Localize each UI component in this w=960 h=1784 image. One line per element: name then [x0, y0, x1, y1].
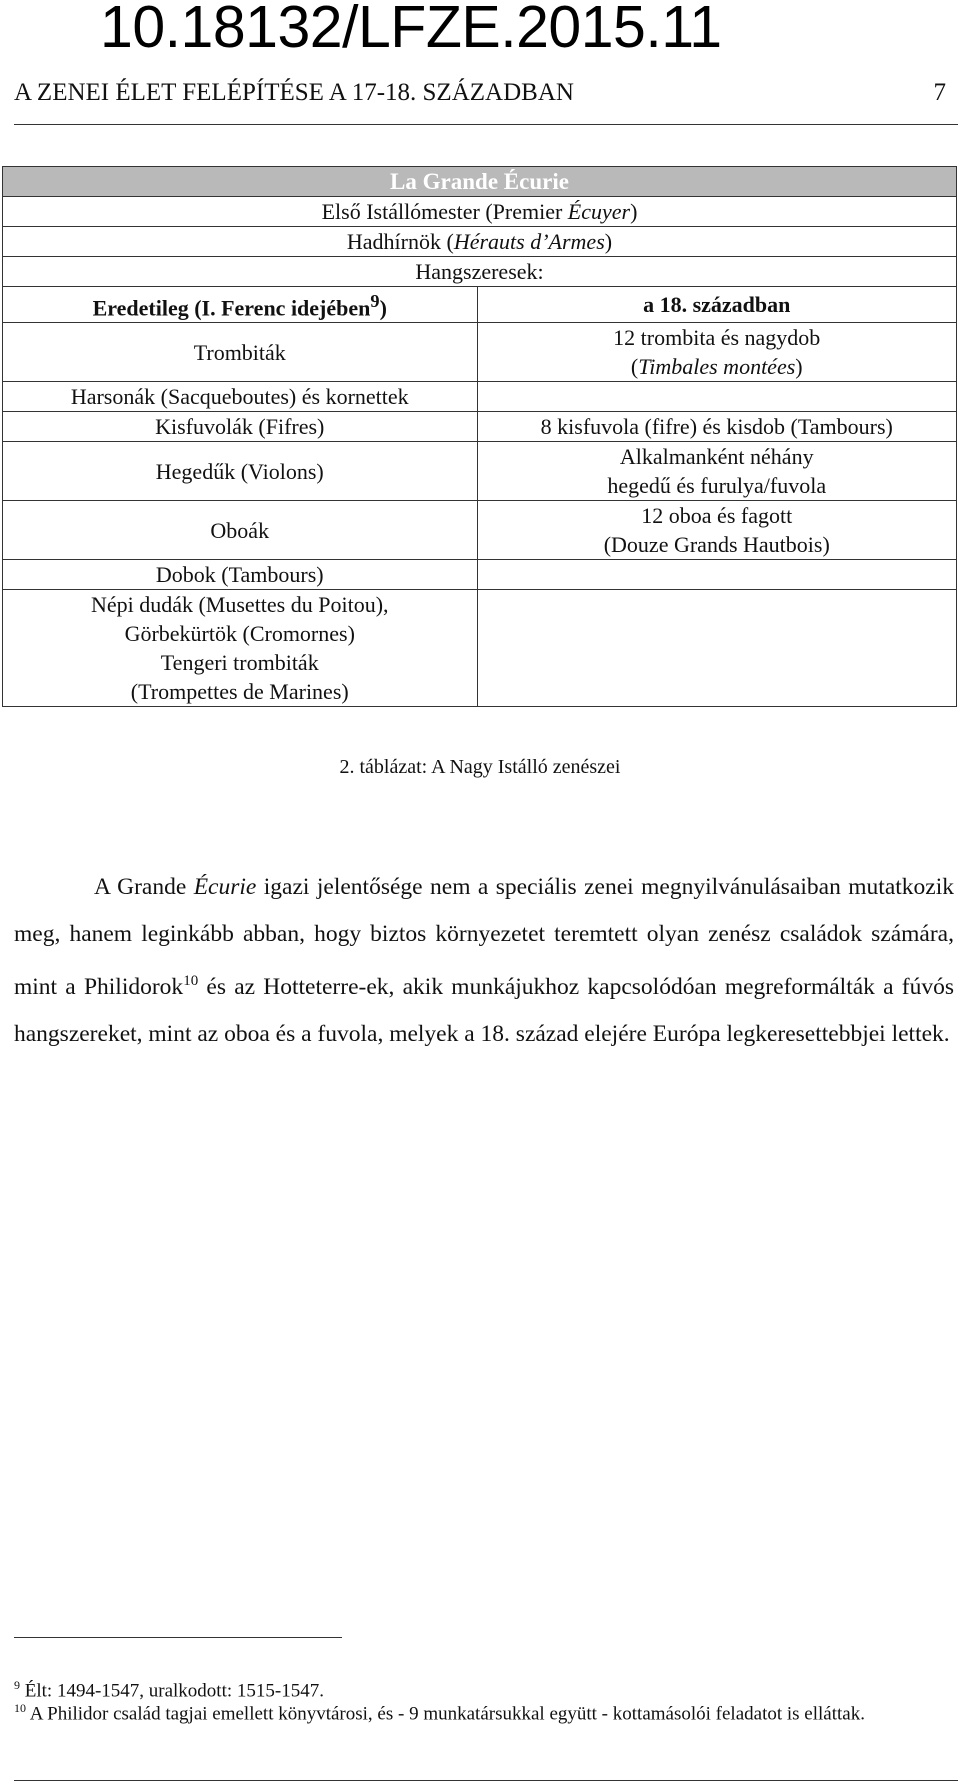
footnote-rule [14, 1637, 342, 1638]
table-row [3, 412, 957, 442]
ensemble-table [2, 166, 957, 707]
col-right-header: a 18. században [477, 287, 957, 323]
oboes-right: 12 oboa és fagott (Douze Grands Hautbois) [477, 501, 957, 560]
header-row-2: Hadhírnök (Hérauts d’Armes) [3, 227, 957, 257]
misc-right [477, 590, 957, 707]
trumpets-left: Trombiták [3, 323, 478, 382]
table-title-row [3, 167, 957, 197]
body-paragraph: A Grande Écurie igazi jelentősége nem a speciális zenei megnyilvánulásaiban mutatkozik meg, hanem leginkább abban, hogy biztos környezetet teremtett olyan zenész családok számára, mint a Philidorok$^{10}$ és az Hotteterre-ek, akik munkájukhoz kapcsolódóan megreformálták a fúvós hangszereket, mint az oboa és a fuvola, melyek a 18. század elejére Európa legkeresettebbjei lettek. [14, 874, 954, 1047]
table-row [3, 560, 957, 590]
header-rule [14, 124, 958, 125]
trumpets-right: 12 trombita és nagydob (Timbales montées) [477, 323, 957, 382]
table-caption: 2. táblázat: A Nagy Istálló zenészei [339, 756, 621, 778]
drums-left: Dobok (Tambours) [3, 560, 478, 590]
footnote-10: $^{10}$ A Philidor család tagjai emellett könyvtárosi, és - 9 munkatársukkal együtt - kottamásolói feladatot is elláttak. [14, 1701, 865, 1725]
misc-left: Népi dudák (Musettes du Poitou), Görbekürtök (Cromornes) Tengeri trombiták (Trompettes de Marines) [3, 590, 478, 707]
table-row [3, 323, 957, 382]
table-row [3, 382, 957, 412]
fifes-right: 8 kisfuvola (fifre) és kisdob (Tambours) [477, 412, 957, 442]
table-row [3, 227, 957, 257]
table-row [3, 590, 957, 707]
fifes-left: Kisfuvolák (Fifres) [3, 412, 478, 442]
violins-right: Alkalmanként néhány hegedű és furulya/fuvola [477, 442, 957, 501]
header-row-3: Hangszeresek: [3, 257, 957, 287]
running-head [14, 76, 946, 110]
table-row [3, 501, 957, 560]
violins-left: Hegedűk (Violons) [3, 442, 478, 501]
oboes-left: Oboák [3, 501, 478, 560]
table-row [3, 257, 957, 287]
table-title: La Grande Écurie [3, 167, 957, 197]
footer-rule [14, 1780, 958, 1781]
doi-watermark: 10.18132/LFZE.2015.11 [100, 0, 722, 60]
table-row [3, 197, 957, 227]
col-left-header: Eredetileg (I. Ferenc idejében$^9$) [3, 287, 478, 323]
column-header-row [3, 287, 957, 323]
sackbuts-left: Harsonák (Sacqueboutes) és kornettek [3, 382, 478, 412]
sackbuts-right [477, 382, 957, 412]
footnote-ref-10: 10 [183, 973, 199, 989]
header-row-1: Első Istállómester (Premier Écuyer) [3, 197, 957, 227]
footnote-9: $^9$ Élt: 1494-1547, uralkodott: 1515-1547. [14, 1678, 324, 1702]
table-row [3, 442, 957, 501]
page-number: 7 [933, 79, 946, 106]
chapter-title: A ZENEI ÉLET FELÉPÍTÉSE A 17-18. SZÁZADBAN [14, 79, 574, 106]
drums-right [477, 560, 957, 590]
